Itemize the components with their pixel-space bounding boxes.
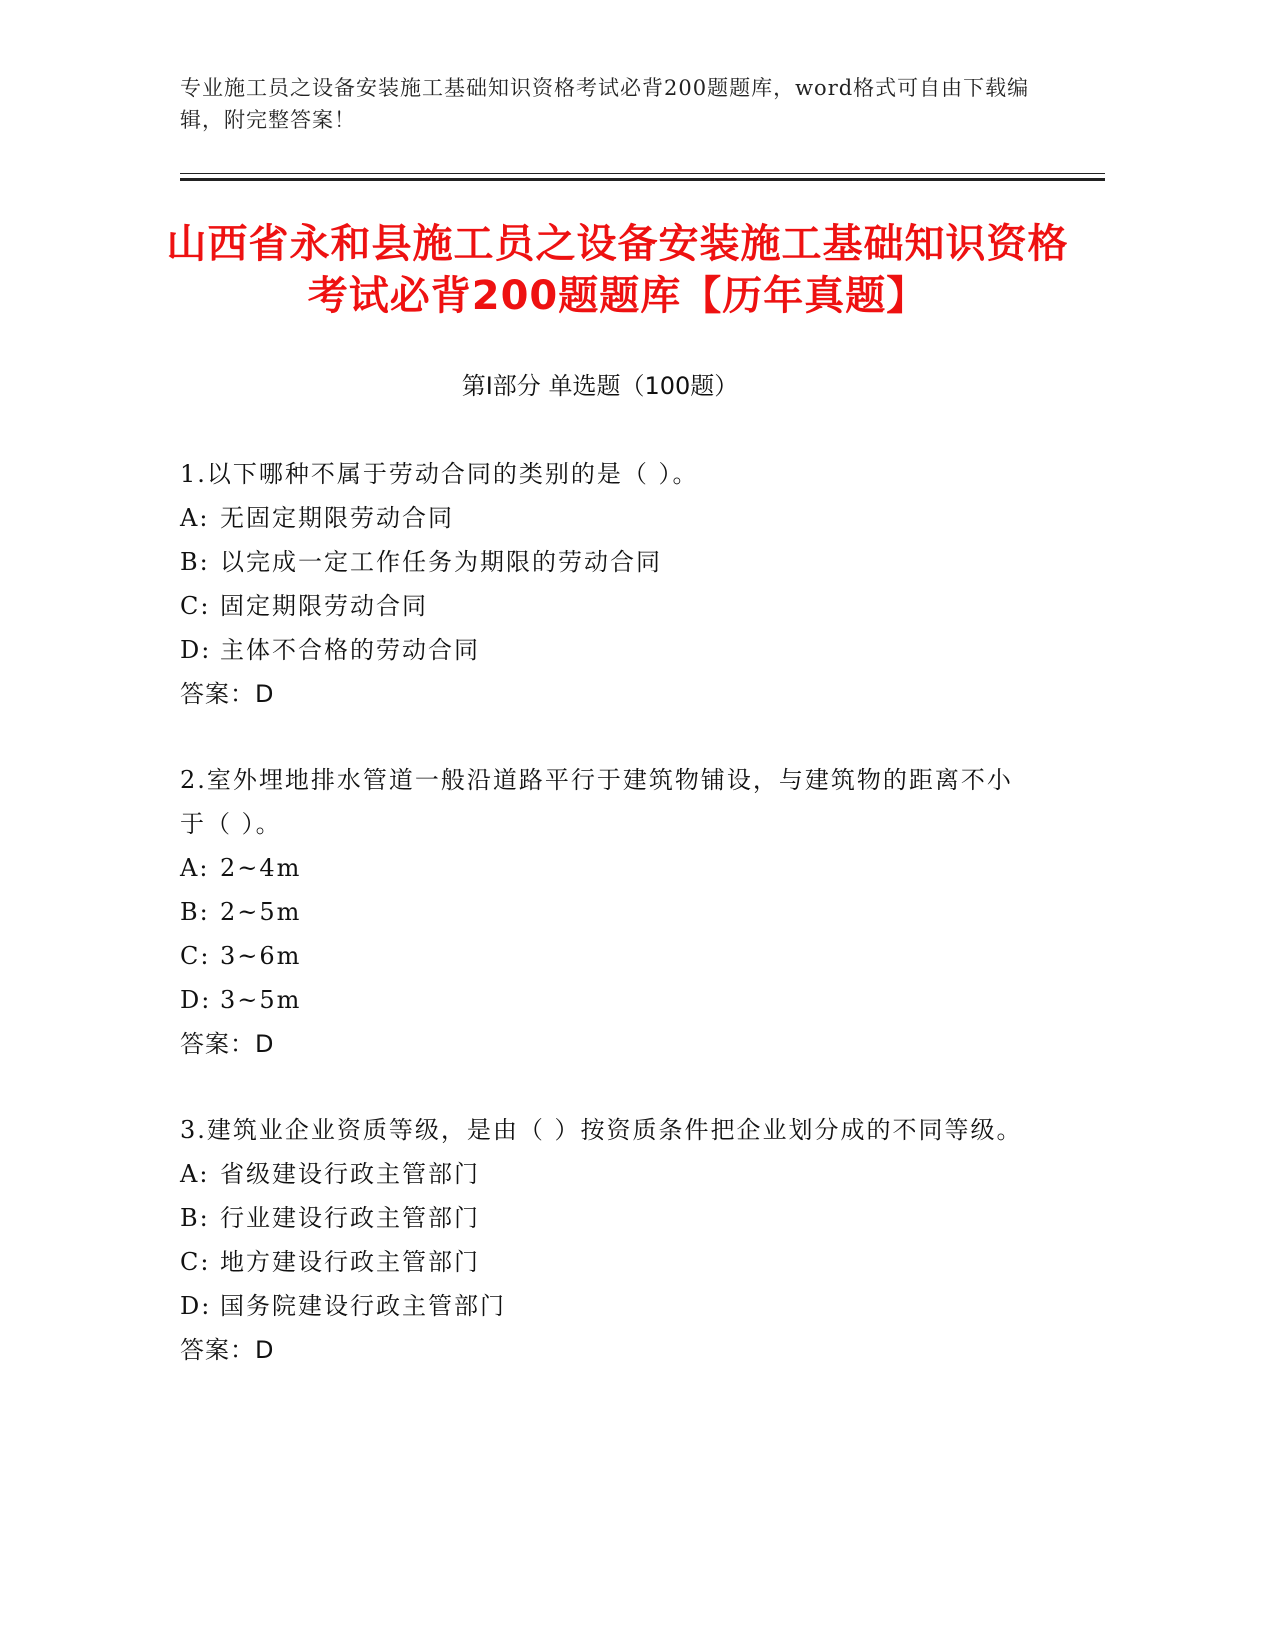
option-letter: A: (180, 854, 210, 882)
option-a (180, 496, 1040, 540)
option-c (180, 934, 1040, 978)
header-rule-thin (180, 173, 1105, 174)
option-b (180, 890, 1040, 934)
option-c (180, 584, 1040, 628)
option-a (180, 1152, 1040, 1196)
option-a (180, 846, 1040, 890)
option-d (180, 1284, 1040, 1328)
option-b (180, 1196, 1040, 1240)
section-title: 第Ⅰ部分 单选题（100题） (461, 372, 739, 400)
option-letter: A: (180, 1160, 210, 1188)
question-2 (180, 758, 1040, 1066)
answer-line: 答案：D (180, 680, 275, 708)
option-letter: C: (180, 1248, 211, 1276)
question-1 (180, 452, 1040, 716)
option-letter: D: (180, 636, 212, 664)
answer-line: 答案：D (180, 1030, 275, 1058)
header-note: 专业施工员之设备安装施工基础知识资格考试必背200题题库，word格式可自由下载编辑，附完整答案！ (180, 76, 1030, 132)
question-stem: 1.以下哪种不属于劳动合同的类别的是（ ）。 (180, 460, 699, 488)
option-text: 行业建设行政主管部门 (220, 1204, 480, 1232)
question-stem: 2.室外埋地排水管道一般沿道路平行于建筑物铺设，与建筑物的距离不小于（ ）。 (180, 766, 1013, 838)
option-letter: B: (180, 1204, 210, 1232)
option-letter: D: (180, 1292, 212, 1320)
option-text: 3~6m (220, 942, 302, 970)
option-letter: C: (180, 592, 211, 620)
option-text: 2~4m (220, 854, 302, 882)
option-text: 2~5m (220, 898, 302, 926)
option-letter: B: (180, 548, 210, 576)
option-text: 国务院建设行政主管部门 (220, 1292, 506, 1320)
question-stem: 3.建筑业企业资质等级，是由（ ）按资质条件把企业划分成的不同等级。 (180, 1116, 1023, 1144)
option-d (180, 978, 1040, 1022)
document-title: 山西省永和县施工员之设备安装施工基础知识资格考试必背200题题库【历年真题】 (166, 221, 1069, 319)
option-letter: D: (180, 986, 212, 1014)
option-letter: B: (180, 898, 210, 926)
option-letter: C: (180, 942, 211, 970)
option-b (180, 540, 1040, 584)
option-text: 固定期限劳动合同 (220, 592, 428, 620)
question-3 (180, 1108, 1040, 1372)
option-text: 以完成一定工作任务为期限的劳动合同 (220, 548, 662, 576)
option-c (180, 1240, 1040, 1284)
option-d (180, 628, 1040, 672)
option-text: 无固定期限劳动合同 (220, 504, 454, 532)
question-list (180, 452, 1040, 1414)
option-letter: A: (180, 504, 210, 532)
option-text: 3~5m (220, 986, 302, 1014)
option-text: 地方建设行政主管部门 (220, 1248, 480, 1276)
option-text: 省级建设行政主管部门 (220, 1160, 480, 1188)
option-text: 主体不合格的劳动合同 (220, 636, 480, 664)
answer-line: 答案：D (180, 1336, 275, 1364)
header-rule-thick (180, 178, 1105, 181)
